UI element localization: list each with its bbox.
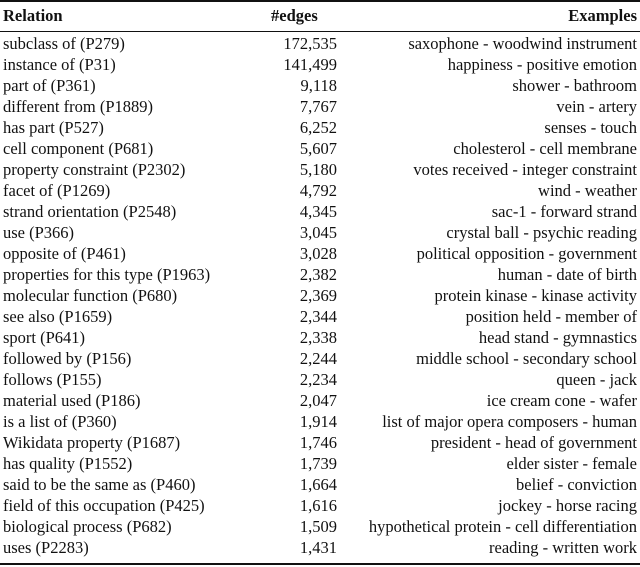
header-row — [0, 2, 640, 31]
relation-cell: cell component (P681) — [3, 139, 154, 159]
example-cell: votes received - integer constraint — [413, 160, 637, 180]
example-cell: wind - weather — [538, 181, 637, 201]
relation-cell: has quality (P1552) — [3, 454, 133, 474]
example-cell: crystal ball - psychic reading — [446, 223, 637, 243]
table-row — [0, 265, 640, 286]
edges-count-cell: 3,045 — [299, 223, 337, 243]
relation-cell: is a list of (P360) — [3, 412, 117, 432]
example-cell: political opposition - government — [416, 244, 637, 264]
table-row — [0, 55, 640, 76]
example-cell: human - date of birth — [497, 265, 637, 285]
example-cell: senses - touch — [544, 118, 637, 138]
relation-cell: properties for this type (P1963) — [3, 265, 211, 285]
table-row — [0, 223, 640, 244]
example-cell: shower - bathroom — [512, 76, 637, 96]
relation-cell: followed by (P156) — [3, 349, 132, 369]
edges-count-cell: 5,180 — [299, 160, 337, 180]
edges-count-cell: 2,234 — [299, 370, 337, 390]
table-row — [0, 391, 640, 412]
example-cell: happiness - positive emotion — [447, 55, 637, 75]
edges-count-cell: 2,047 — [299, 391, 337, 411]
table-row — [0, 34, 640, 55]
edges-count-cell: 1,431 — [299, 538, 337, 558]
relation-cell: different from (P1889) — [3, 97, 153, 117]
example-cell: head stand - gymnastics — [478, 328, 637, 348]
relation-cell: field of this occupation (P425) — [3, 496, 205, 516]
edges-count-cell: 1,664 — [299, 475, 337, 495]
relation-cell: has part (P527) — [3, 118, 104, 138]
example-cell: elder sister - female — [506, 454, 637, 474]
edges-count-cell: 2,369 — [299, 286, 337, 306]
edges-count-cell: 2,244 — [299, 349, 337, 369]
table-row — [0, 328, 640, 349]
relation-cell: follows (P155) — [3, 370, 102, 390]
relation-cell: material used (P186) — [3, 391, 141, 411]
table-row — [0, 97, 640, 118]
edges-count-cell: 141,499 — [283, 55, 337, 75]
relation-cell: use (P366) — [3, 223, 75, 243]
example-cell: vein - artery — [556, 97, 637, 117]
table-header — [0, 2, 640, 31]
edges-count-cell: 3,028 — [299, 244, 337, 264]
table-row — [0, 475, 640, 496]
table-row — [0, 118, 640, 139]
table-row — [0, 160, 640, 181]
example-cell: list of major opera composers - human — [382, 412, 637, 432]
relation-cell: instance of (P31) — [3, 55, 116, 75]
header-relation: Relation — [3, 6, 63, 26]
table-row — [0, 517, 640, 538]
relation-cell: see also (P1659) — [3, 307, 113, 327]
example-cell: jockey - horse racing — [498, 496, 637, 516]
relation-cell: opposite of (P461) — [3, 244, 126, 264]
edges-count-cell: 2,382 — [299, 265, 337, 285]
edges-count-cell: 2,338 — [299, 328, 337, 348]
example-cell: reading - written work — [489, 538, 637, 558]
example-cell: saxophone - woodwind instrument — [408, 34, 637, 54]
example-cell: hypothetical protein - cell differentiation — [368, 517, 637, 537]
table-row — [0, 307, 640, 328]
edges-count-cell: 1,616 — [299, 496, 337, 516]
edges-count-cell: 9,118 — [300, 76, 337, 96]
relation-cell: subclass of (P279) — [3, 34, 125, 54]
header-edges: #edges — [271, 6, 318, 26]
table-row — [0, 202, 640, 223]
table-row — [0, 433, 640, 454]
relation-cell: Wikidata property (P1687) — [3, 433, 181, 453]
example-cell: president - head of government — [430, 433, 637, 453]
table-row — [0, 244, 640, 265]
relation-cell: sport (P641) — [3, 328, 86, 348]
example-cell: cholesterol - cell membrane — [453, 139, 637, 159]
example-cell: sac-1 - forward strand — [491, 202, 637, 222]
example-cell: protein kinase - kinase activity — [434, 286, 637, 306]
edges-count-cell: 4,792 — [299, 181, 337, 201]
relation-cell: molecular function (P680) — [3, 286, 178, 306]
example-cell: ice cream cone - wafer — [486, 391, 637, 411]
edges-count-cell: 1,509 — [299, 517, 337, 537]
table-body — [0, 31, 640, 559]
table-row — [0, 349, 640, 370]
edges-count-cell: 5,607 — [299, 139, 337, 159]
relation-cell: said to be the same as (P460) — [3, 475, 196, 495]
edges-count-cell: 7,767 — [299, 97, 337, 117]
example-cell: position held - member of — [465, 307, 637, 327]
table-row — [0, 412, 640, 433]
edges-count-cell: 1,746 — [299, 433, 337, 453]
table-row — [0, 286, 640, 307]
table-row — [0, 538, 640, 559]
edges-count-cell: 2,344 — [299, 307, 337, 327]
edges-count-cell: 1,914 — [299, 412, 337, 432]
table-row — [0, 370, 640, 391]
relation-cell: part of (P361) — [3, 76, 96, 96]
table-row — [0, 181, 640, 202]
example-cell: belief - conviction — [516, 475, 637, 495]
table-row — [0, 139, 640, 160]
relations-table — [0, 2, 640, 559]
bottom-rule — [0, 563, 640, 565]
table-row — [0, 496, 640, 517]
relation-cell: biological process (P682) — [3, 517, 172, 537]
relation-cell: strand orientation (P2548) — [3, 202, 177, 222]
header-examples: Examples — [568, 6, 637, 26]
edges-count-cell: 172,535 — [283, 34, 337, 54]
table-row — [0, 76, 640, 97]
edges-count-cell: 6,252 — [299, 118, 337, 138]
edges-count-cell: 4,345 — [299, 202, 337, 222]
example-cell: middle school - secondary school — [416, 349, 637, 369]
relation-cell: uses (P2283) — [3, 538, 89, 558]
example-cell: queen - jack — [556, 370, 637, 390]
table-row — [0, 454, 640, 475]
relation-cell: facet of (P1269) — [3, 181, 111, 201]
edges-count-cell: 1,739 — [299, 454, 337, 474]
relation-cell: property constraint (P2302) — [3, 160, 186, 180]
